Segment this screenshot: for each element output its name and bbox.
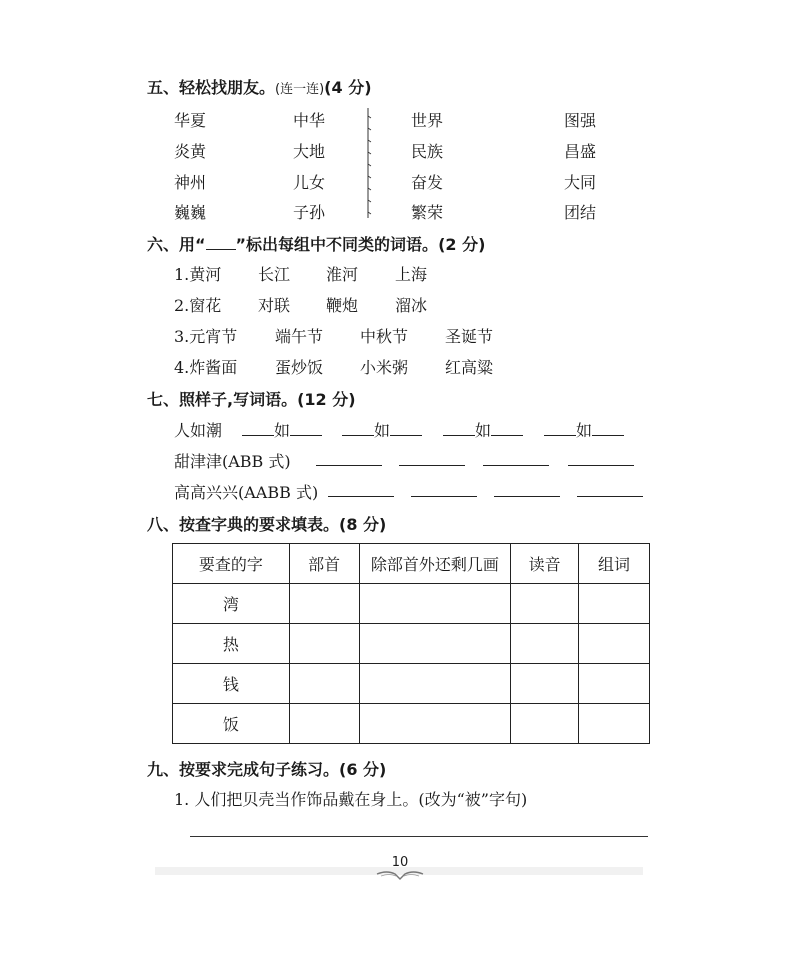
s6-word: 蛋炒饭	[275, 358, 324, 377]
s9-question-1: 1. 人们把贝壳当作饰品戴在身上。(改为“被”字句)	[174, 790, 528, 809]
s7-example-2: 甜津津(ABB 式)	[174, 452, 291, 471]
abb-blank-4[interactable]	[568, 465, 634, 466]
s7-blank-group-4[interactable]: 如	[544, 418, 624, 441]
s6-row-3: 3.元宵节	[174, 327, 238, 346]
underline-sample	[206, 235, 236, 250]
aabb-blank-1[interactable]	[328, 496, 394, 497]
s7-blank-group-3[interactable]: 如	[443, 418, 523, 441]
s6-word: 长江	[258, 265, 291, 284]
page-number: 10	[391, 855, 409, 870]
s5-mid-1: 大地	[293, 142, 326, 161]
page-ornament-icon	[375, 868, 425, 882]
answer-cell[interactable]	[359, 584, 511, 624]
s6-word: 红高粱	[445, 358, 494, 377]
s5-mid-3: 子孙	[293, 203, 326, 222]
answer-cell[interactable]	[359, 664, 511, 704]
section6-title: 六、用“ ”标出每组中不同类的词语。(2 分)	[147, 235, 486, 254]
s7-example-3: 高高兴兴(AABB 式)	[174, 483, 319, 502]
s6-word: 中秋节	[360, 327, 409, 346]
char-cell: 热	[173, 624, 290, 664]
s7-blank-group-2[interactable]: 如	[342, 418, 422, 441]
s6-word: 鞭炮	[326, 296, 359, 315]
aabb-blank-4[interactable]	[577, 496, 643, 497]
table-row	[173, 584, 650, 624]
aabb-blank-2[interactable]	[411, 496, 477, 497]
s6-word: 圣诞节	[445, 327, 494, 346]
s5-left-2: 神州	[174, 173, 207, 192]
s5-left-3: 巍巍	[174, 203, 207, 222]
s5-r2-0: 图强	[564, 111, 597, 130]
answer-cell[interactable]	[359, 624, 511, 664]
answer-cell[interactable]	[289, 624, 359, 664]
s5-r1-1: 民族	[411, 142, 444, 161]
scissor-divider	[366, 108, 372, 218]
char-cell: 钱	[173, 664, 290, 704]
s6-row-2: 2.窗花	[174, 296, 222, 315]
answer-cell[interactable]	[511, 664, 579, 704]
s5-r1-0: 世界	[411, 111, 444, 130]
aabb-blank-3[interactable]	[494, 496, 560, 497]
s5-left-0: 华夏	[174, 111, 207, 130]
s5-mid-0: 中华	[293, 111, 326, 130]
s6-row-1: 1.黄河	[174, 265, 222, 284]
section5-title: 五、轻松找朋友。(连一连)(4 分)	[147, 78, 372, 97]
abb-blank-2[interactable]	[399, 465, 465, 466]
answer-cell[interactable]	[289, 584, 359, 624]
s5-mid-2: 儿女	[293, 173, 326, 192]
s6-word: 淮河	[326, 265, 359, 284]
answer-cell[interactable]	[511, 704, 579, 744]
s6-word: 端午节	[275, 327, 324, 346]
header-cell: 部首	[289, 544, 359, 584]
answer-cell[interactable]	[289, 704, 359, 744]
answer-cell[interactable]	[579, 584, 650, 624]
answer-cell[interactable]	[359, 704, 511, 744]
s7-blank-group-1[interactable]: 如	[242, 418, 322, 441]
header-cell: 组词	[579, 544, 650, 584]
s5-r1-2: 奋发	[411, 173, 444, 192]
answer-cell[interactable]	[579, 704, 650, 744]
s5-left-1: 炎黄	[174, 142, 207, 161]
header-cell: 要查的字	[173, 544, 290, 584]
s7-example-1: 人如潮	[174, 421, 223, 440]
answer-cell[interactable]	[511, 624, 579, 664]
abb-blank-1[interactable]	[316, 465, 382, 466]
table-row	[173, 704, 650, 744]
dictionary-table	[172, 543, 650, 744]
header-cell: 读音	[511, 544, 579, 584]
table-header-row	[173, 544, 650, 584]
s6-word: 上海	[395, 265, 428, 284]
section8-title: 八、按查字典的要求填表。(8 分)	[147, 515, 387, 534]
s6-row-4: 4.炸酱面	[174, 358, 238, 377]
section9-title: 九、按要求完成句子练习。(6 分)	[147, 760, 387, 779]
s6-word: 溜冰	[395, 296, 428, 315]
abb-blank-3[interactable]	[483, 465, 549, 466]
s5-r2-2: 大同	[564, 173, 597, 192]
section7-title: 七、照样子,写词语。(12 分)	[147, 390, 356, 409]
char-cell: 饭	[173, 704, 290, 744]
s6-word: 小米粥	[360, 358, 409, 377]
answer-line[interactable]	[190, 836, 648, 837]
answer-cell[interactable]	[579, 664, 650, 704]
s5-r2-3: 团结	[564, 203, 597, 222]
table-row	[173, 624, 650, 664]
s5-r2-1: 昌盛	[564, 142, 597, 161]
header-cell: 除部首外还剩几画	[359, 544, 511, 584]
char-cell: 湾	[173, 584, 290, 624]
s5-r1-3: 繁荣	[411, 203, 444, 222]
s6-word: 对联	[258, 296, 291, 315]
table-row	[173, 664, 650, 704]
answer-cell[interactable]	[579, 624, 650, 664]
answer-cell[interactable]	[511, 584, 579, 624]
answer-cell[interactable]	[289, 664, 359, 704]
